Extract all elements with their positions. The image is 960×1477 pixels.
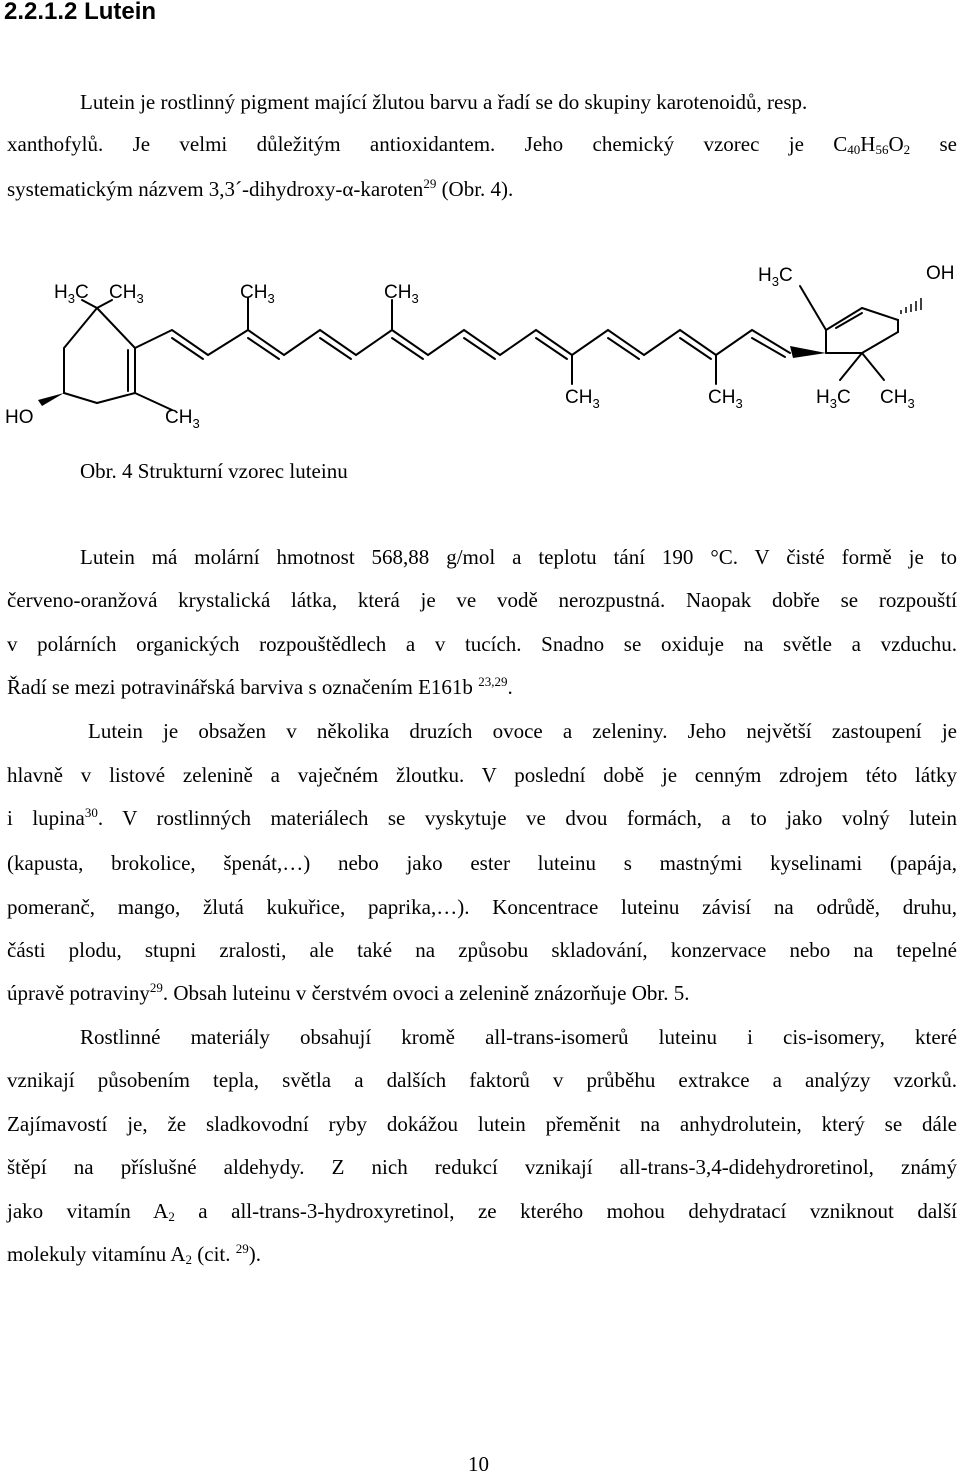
- para3-line2: hlavně v listové zelenině a vaječném žloutku. V poslední době je cenným zdrojem této látky: [7, 763, 957, 787]
- para2-line2: červeno-oranžová krystalická látka, která je ve vodě nerozpustná. Naopak dobře se rozpouští: [7, 588, 957, 612]
- svg-text:H3C: $H_3C$: [54, 282, 89, 306]
- svg-text:HO: HO: [5, 407, 34, 428]
- para3-line4: (kapusta, brokolice, špenát,…) nebo jako ester luteinu s mastnými kyselinami (papája,: [7, 851, 957, 875]
- svg-text:H3C: $H_3C$: [758, 265, 793, 289]
- para3-line7: úpravě potraviny$^{29}$. Obsah luteinu v čerstvém ovoci a zelenině znázorňuje Obr. 5.: [7, 980, 690, 1005]
- para4-line3: Zajímavostí je, že sladkovodní ryby dokážou lutein přeměnit na anhydrolutein, který se dále: [7, 1112, 957, 1136]
- para3-line5: pomeranč, mango, žlutá kukuřice, paprika,…). Koncentrace luteinu závisí na odrůdě, druhu,: [7, 895, 957, 919]
- svg-text:CH3: $CH_3$: [240, 282, 275, 306]
- para4-line5: jako vitamín $A_2$ a all-trans-3-hydroxyretinol, ze kterého mohou dehydratací vzniknout další: [7, 1199, 957, 1224]
- para2-line3: v polárních organických rozpouštědlech a v tucích. Snadno se oxiduje na světle a vzduchu.: [7, 632, 957, 656]
- para3-line6: části plodu, stupni zralosti, ale také na způsobu skladování, konzervace nebo na tepelné: [7, 938, 957, 962]
- para3-line1: Lutein je obsažen v několika druzích ovoce a zeleniny. Jeho největší zastoupení je: [88, 719, 957, 743]
- lutein-structure: [0, 250, 960, 440]
- para4-line2: vznikají působením tepla, světla a dalších faktorů v průběhu extrakce a analýzy vzorků.: [7, 1068, 957, 1092]
- para1-line1: Lutein je rostlinný pigment mající žlutou barvu a řadí se do skupiny karotenoidů, resp.: [80, 90, 808, 114]
- para4-line6: molekuly vitamínu $A_2$ (cit. $^{29}$).: [7, 1241, 261, 1267]
- svg-text:CH3: $CH_3$: [384, 282, 419, 306]
- svg-text:H3C: $H_3C$: [816, 387, 851, 411]
- figure-caption: Obr. 4 Strukturní vzorec luteinu: [80, 459, 348, 483]
- para4-line4: štěpí na příslušné aldehydy. Z nich redukcí vznikají all-trans-3,4-didehydroretinol, známý: [7, 1155, 957, 1179]
- para2-line1: Lutein má molární hmotnost 568,88 g/mol a teplotu tání 190 °C. V čisté formě je to: [80, 545, 957, 569]
- svg-text:CH3: $CH_3$: [109, 282, 144, 306]
- para1-line2: xanthofylů. Je velmi důležitým antioxidantem. Jeho chemický vzorec je $C_{40}H_{56}O_2$ se: [7, 132, 957, 157]
- para1-line3: systematickým názvem 3,3´-dihydroxy-α-karoten$^{29}$ (Obr. 4).: [7, 176, 514, 201]
- page-number: 10: [468, 1452, 489, 1476]
- svg-text:OH: OH: [926, 263, 955, 284]
- svg-text:CH3: $CH_3$: [708, 387, 743, 411]
- svg-text:CH3: $CH_3$: [165, 407, 200, 431]
- para4-line1: Rostlinné materiály obsahují kromě all-trans-isomerů luteinu i cis-isomery, které: [80, 1025, 957, 1049]
- para3-line3: i lupina$^{30}$. V rostlinných materiálech se vyskytuje ve dvou formách, a to jako volný lutein: [7, 805, 957, 830]
- section-heading: 2.2.1.2 Lutein: [4, 0, 157, 25]
- svg-text:CH3: $CH_3$: [880, 387, 915, 411]
- svg-text:CH3: $CH_3$: [565, 387, 600, 411]
- para2-line4: Řadí se mezi potravinářská barviva s označením E161b $^{23,29}$.: [7, 674, 513, 699]
